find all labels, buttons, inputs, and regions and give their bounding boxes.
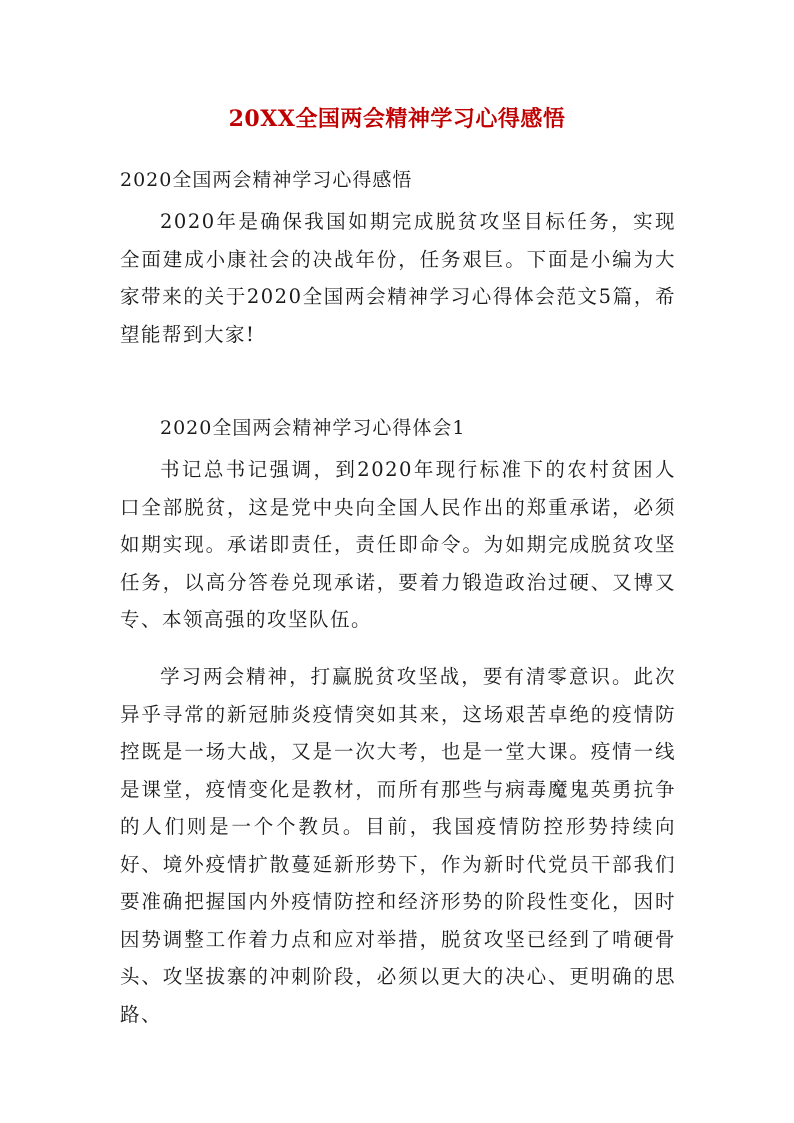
section-heading: 2020全国两会精神学习心得体会1 bbox=[160, 417, 466, 439]
document-title: 20XX全国两会精神学习心得感悟 bbox=[228, 106, 566, 132]
body-paragraph-1: 书记总书记强调，到2020年现行标准下的农村贫困人口全部脱贫，这是党中央向全国人民作出的郑重承诺，必须如期实现。承诺即责任，责任即命令。为如期完成脱贫攻坚任务，以高分答卷兑现承诺，要着力锻造政治过硬、又博又专、本领高强的攻坚队伍。 bbox=[120, 458, 676, 631]
intro-paragraph: 2020年是确保我国如期完成脱贫攻坚目标任务，实现全面建成小康社会的决战年份，任务艰巨。下面是小编为大家带来的关于2020全国两会精神学习心得体会范文5篇，希望能帮到大家! bbox=[120, 210, 676, 346]
document-subtitle: 2020全国两会精神学习心得感悟 bbox=[120, 169, 413, 191]
body-paragraph-2: 学习两会精神，打赢脱贫攻坚战，要有清零意识。此次异乎寻常的新冠肺炎疫情突如其来，这场艰苦卓绝的疫情防控既是一场大战，又是一次大考，也是一堂大课。疫情一线是课堂，疫情变化是教材，而所有那些与病毒魔鬼英勇抗争的人们则是一个个教员。目前，我国疫情防控形势持续向好、境外疫情扩散蔓延新形势下，作为新时代党员干部我们要准确把握国内外疫情防控和经济形势的阶段性变化，因时因势调整工作着力点和应对举措，脱贫攻坚已经到了啃硬骨头、攻坚拔寨的冲刺阶段，必须以更大的决心、更明确的思路、 bbox=[120, 665, 676, 1026]
